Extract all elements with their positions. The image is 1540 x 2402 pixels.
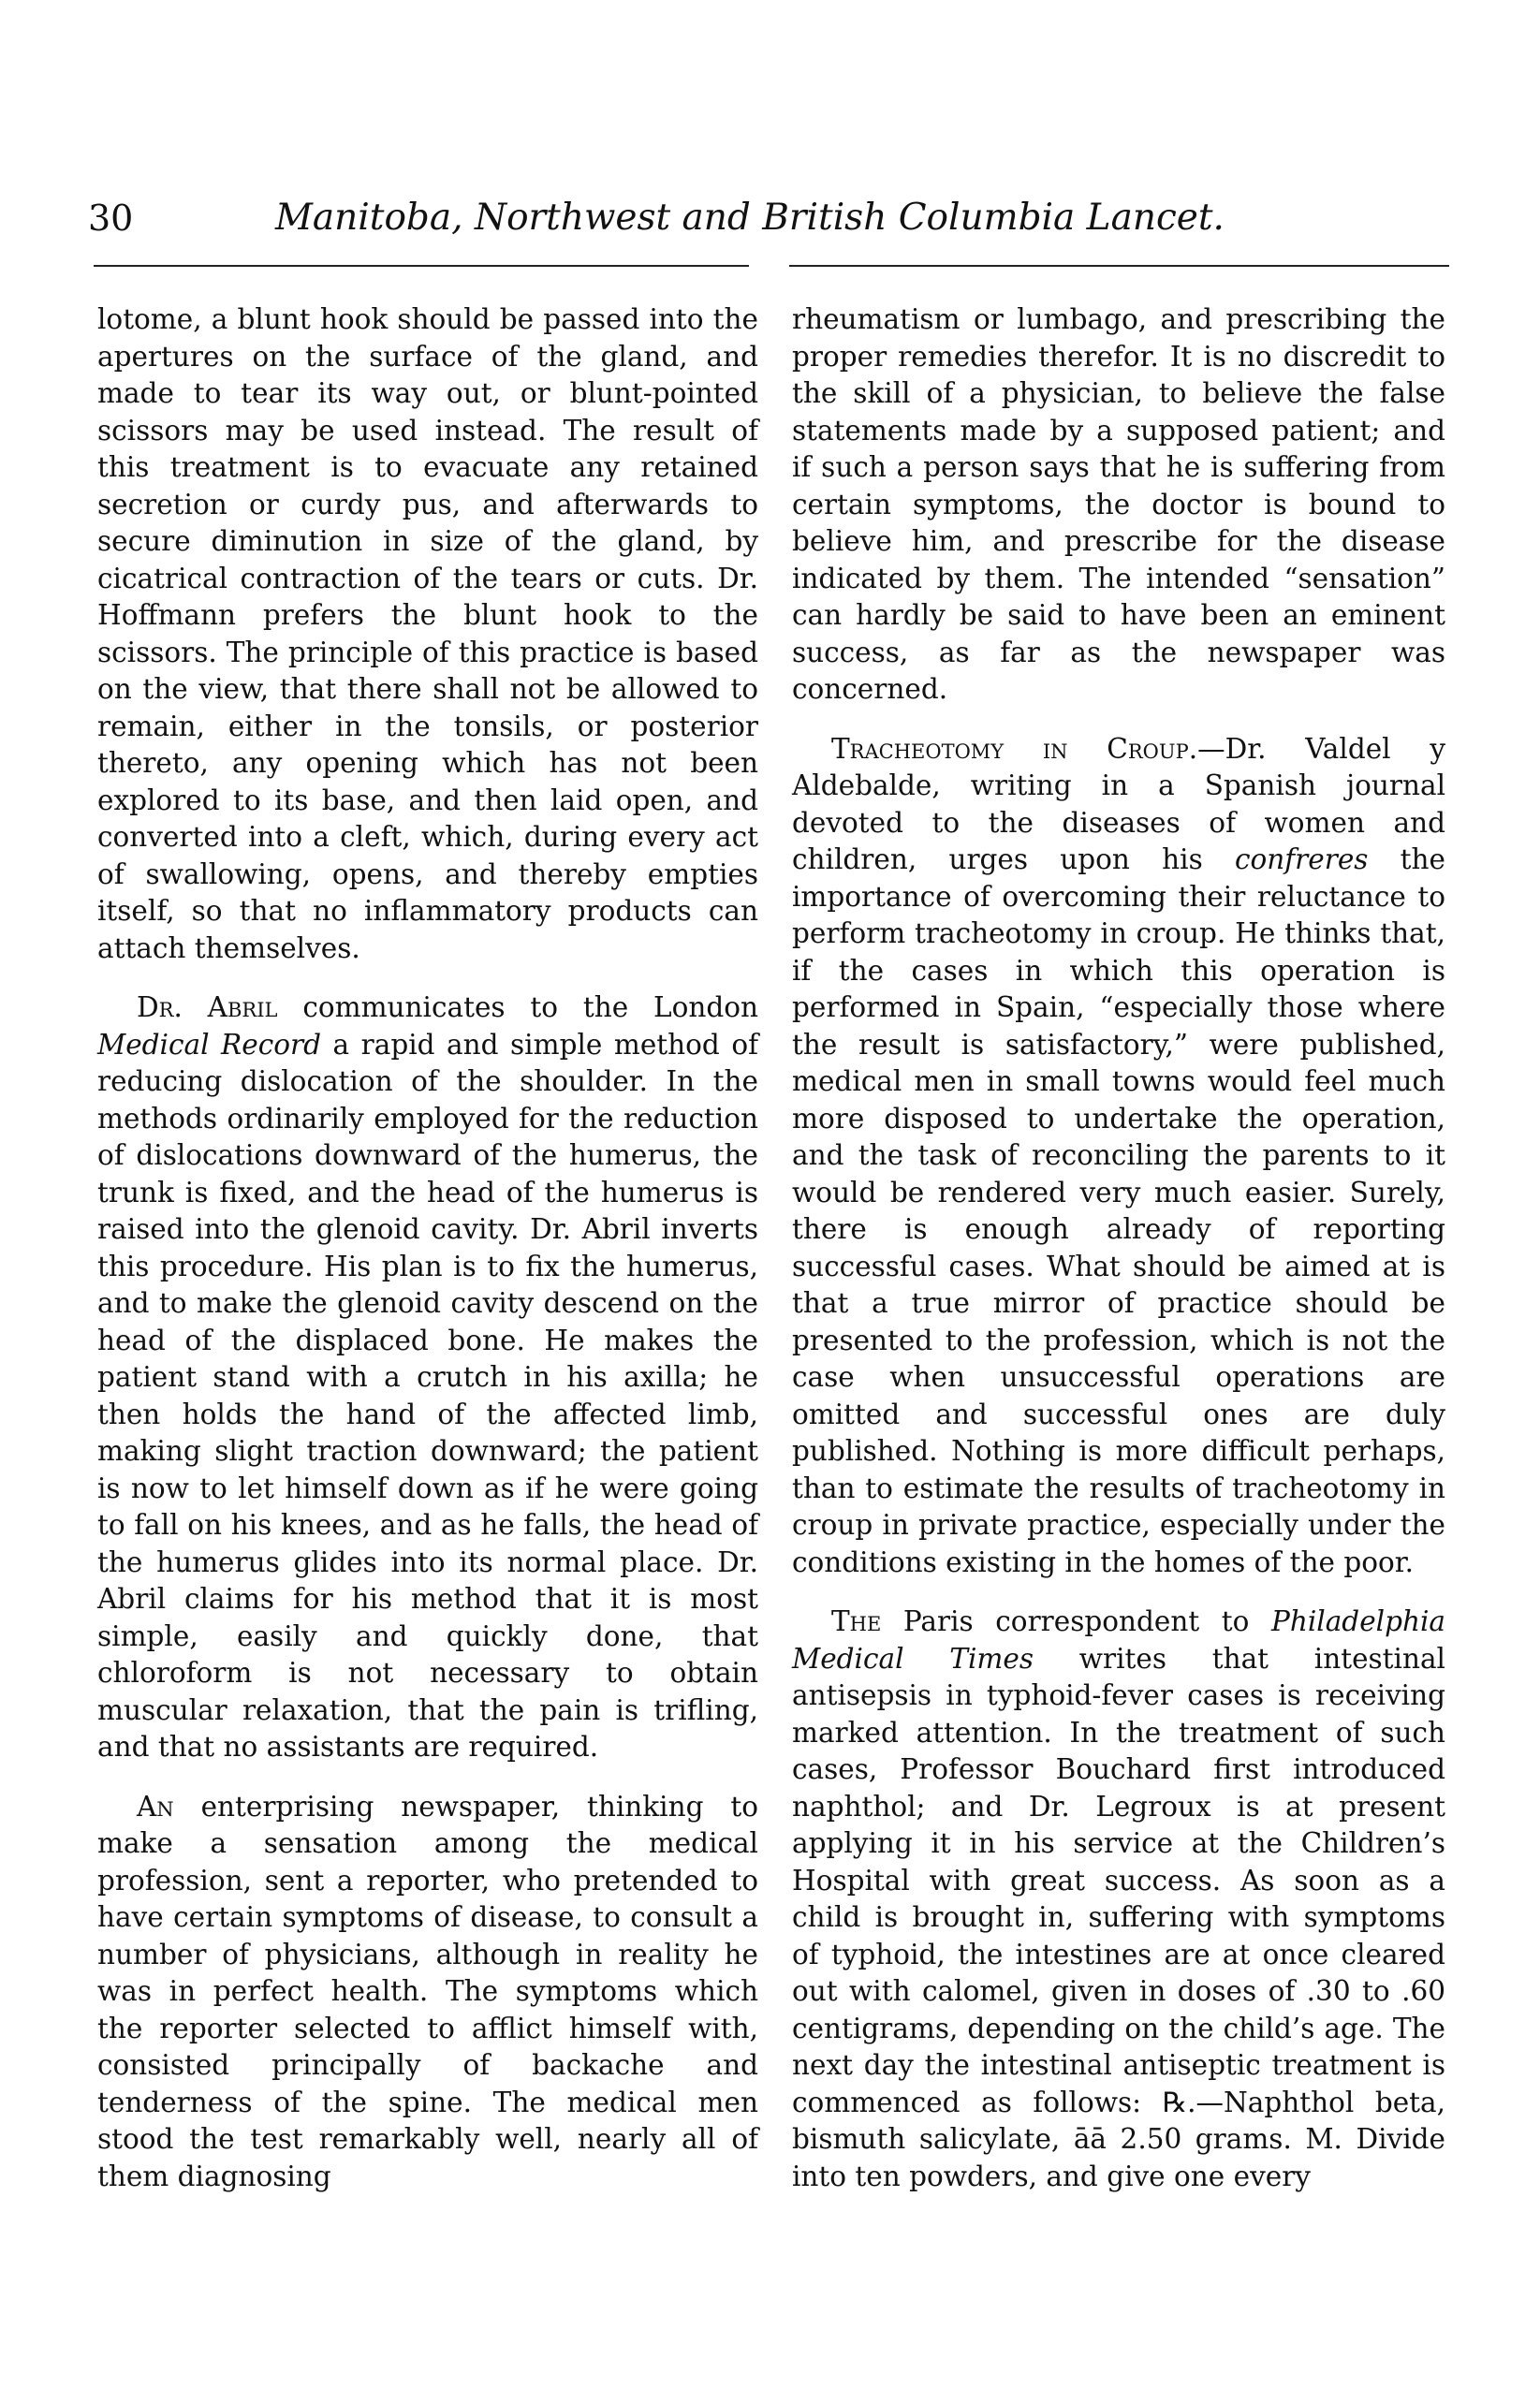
paragraph-intestinal-antisepsis [792,1604,1445,2195]
paragraph-lead: An [137,1790,174,1823]
prescription-symbol: ℞ [1162,2086,1188,2118]
paragraph-tracheotomy [792,731,1445,1582]
page-number: 30 [88,198,134,239]
paragraph-text: writes that intestinal antisepsis in typhoid-fever cases is receiving marked attention. In the treatment of such cases, Professor Bouchard first introduced naphthol; and Dr. Legroux is at present applying it in his service at the Children’s Hospital with great success. As soon as a child is brought in, suffering with symptoms of typhoid, the intestines are at once cleared out with calomel, given in doses of .30 to .60 centigrams, depending on the child’s age. The next day the intestinal antiseptic treatment is commenced as follows: [792,1642,1445,2118]
paragraph-text: a rapid and simple method of reducing dislocation of the shoulder. In the methods ordinarily employed for the reduction of dislocations downward of the humerus, the trunk is fixed, and the head of the humerus is raised into the glenoid cavity. Dr. Abril inverts this procedure. His plan is to fix the humerus, and to make the glenoid cavity descend on the head of the displaced bone. He makes the patient stand with a crutch in his axilla; he then holds the hand of the affected limb, making slight traction downward; the patient is now to let himself down as if he were going to fall on his knees, and as he falls, the head of the humerus glides into its normal place. Dr. Abril claims for his method that it is most simple, easily and quickly done, that chloroform is not necessary to obtain muscular relaxation, that the pain is trifling, and that no assistants are required. [97,1028,759,1763]
italic-term: confreres [1234,843,1369,875]
paragraph-text: rheumatism or lumbago, and prescribing the proper remedies therefor. It is no discredit to the skill of a physician, to believe the false statements made by a supposed patient; and if such a person says that he is suffering from certain symptoms, the doctor is bound to believe him, and prescribe for the disease indicated by them. The intended “sensation” can hardly be said to have been an eminent success, as far as the newspaper was concerned. [792,303,1445,705]
paragraph-lead: Dr. Abril [137,991,278,1023]
paragraph-text: enterprising newspaper, thinking to make a sensation among the medical profession, sent a reporter, who pretended to have certain symptoms of disease, to consult a number of physicians, although in reality he was in perfect health. The symptoms which the reporter selected to afflict himself with, consisted principally of backache and tenderness of the spine. The medical men stood the test remarkably well, nearly all of them diagnosing [97,1790,758,2192]
paragraph-text: lotome, a blunt hook should be passed into the apertures on the surface of the gland, and made to tear its way out, or blunt-pointed scissors may be used instead. The result of this treatment is to evacuate any retained secretion or curdy pus, and afterwards to secure diminution in size of the gland, by cicatrical contraction of the tears or cuts. Dr. Hoffmann prefers the blunt hook to the scissors. The principle of this practice is based on the view, that there shall not be allowed to remain, either in the tonsils, or posterior thereto, any opening which has not been explored to its base, and then laid open, and converted into a cleft, which, during every act of swallowing, opens, and thereby empties itself, so that no inflammatory products can attach themselves. [97,303,758,964]
paragraph-lead: The [831,1605,882,1637]
paragraph-text: —Dr. Valdel y Aldebalde, writing in a Spanish journal devoted to the diseases of women and children, urges upon his [792,732,1445,875]
running-title: Manitoba, Northwest and British Columbia Lancet. [275,197,1225,239]
publication-title: Philadelphia Medical Times [792,1605,1445,1675]
paragraph-text: Paris correspondent to [881,1605,1271,1637]
header-rule-left [94,265,749,267]
right-column [792,301,1445,2195]
paragraph-text: the importance of overcoming their reluctance to perform tracheotomy in croup. He thinks that, if the cases in which this operation is performed in Spain, “especially those where the result is satisfactory,” were published, medical men in small towns would feel much more disposed to undertake the operation, and the task of reconciling the parents to it would be rendered very much easier. Surely, there is enough already of reporting successful cases. What should be aimed at is that a true mirror of practice should be presented to the profession, which is not the case when unsuccessful operations are omitted and successful ones are duly published. Nothing is more difficult perhaps, than to estimate the results of tracheotomy in croup in private practice, especially under the conditions existing in the homes of the poor. [792,843,1445,1578]
paragraph-text: .—Naphthol beta, bismuth salicylate, āā 2.50 grams. M. Divide into ten powders, and give one every [792,2086,1445,2192]
header-rule-right [789,265,1449,267]
paragraph-newspaper-continued [792,301,1445,709]
left-column [97,301,758,2195]
section-heading: Tracheotomy in Croup. [831,732,1198,765]
paragraph-tonsil-treatment [97,301,758,967]
publication-title: Medical Record [97,1028,321,1061]
paragraph-newspaper [97,1789,758,2196]
page-header [88,195,1464,251]
paragraph-text: communicates to the London [277,991,758,1023]
paragraph-dr-abril [97,989,758,1766]
